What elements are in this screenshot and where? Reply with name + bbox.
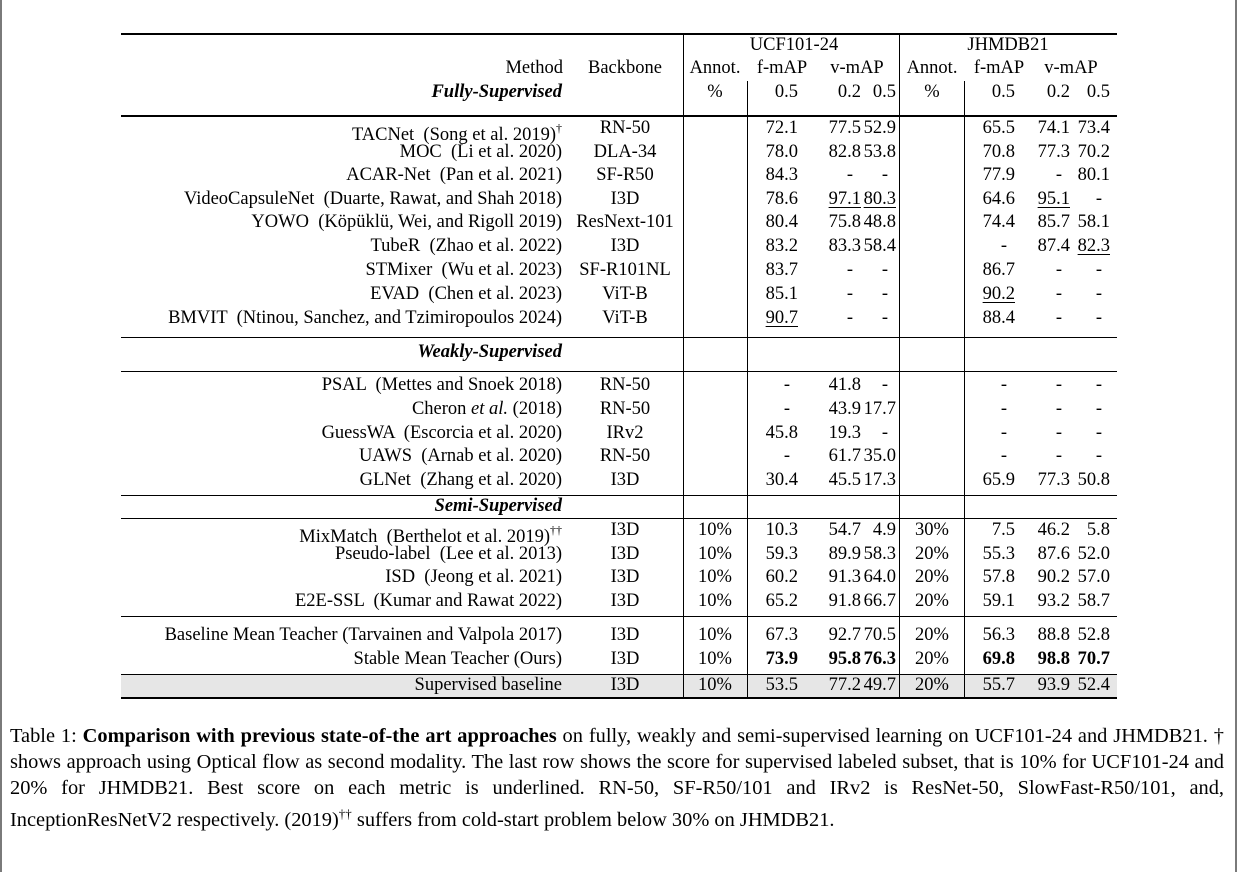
row-backbone: IRv2 [606, 423, 644, 443]
row-ucf-vmap-05: 70.5 [863, 625, 896, 645]
row-jhmdb-fmap: 7.5 [991, 520, 1015, 540]
row-jhmdb-vmap-05: 80.1 [1077, 165, 1110, 185]
row-ucf-vmap-02: 54.7 [828, 520, 861, 540]
row-ucf-vmap-02: 77.2 [828, 675, 861, 695]
row-ucf-fmap: 59.3 [765, 544, 798, 564]
weakly-rule [121, 371, 1117, 372]
row-method [400, 141, 562, 163]
row-ucf-vmap-05: - [881, 165, 888, 185]
row-jhmdb-fmap: 56.3 [982, 625, 1015, 645]
vline-jhmdb [899, 33, 900, 699]
row-jhmdb-fmap: 86.7 [982, 260, 1015, 280]
row-ucf-vmap-05: 76.3 [863, 649, 896, 669]
method-superscript: †† [550, 523, 562, 537]
row-method [322, 374, 562, 396]
row-jhmdb-vmap-02: - [1055, 165, 1062, 185]
row-jhmdb-vmap-02: 98.8 [1037, 649, 1070, 669]
row-jhmdb-vmap-05: 70.2 [1077, 142, 1110, 162]
header-ucf-pct: % [707, 82, 723, 102]
row-ucf-vmap-02: 97.1 [828, 189, 861, 209]
row-jhmdb-vmap-02: 77.3 [1037, 470, 1070, 490]
row-jhmdb-fmap: - [1000, 236, 1007, 256]
row-ucf-vmap-05: 58.4 [863, 236, 896, 256]
row-jhmdb-fmap: - [1000, 423, 1007, 443]
row-jhmdb-vmap-05: 52.0 [1077, 544, 1110, 564]
method-name: GuessWA (Escorcia et al. 2020) [321, 423, 562, 443]
row-backbone: ViT-B [602, 284, 648, 304]
row-ucf-fmap: 67.3 [765, 625, 798, 645]
row-ucf-vmap-02: 77.5 [828, 118, 861, 138]
caption-lead: Table 1: [10, 725, 83, 747]
row-ucf-fmap: 60.2 [765, 567, 798, 587]
row-ucf-annot: 10% [698, 649, 732, 669]
row-jhmdb-fmap: 65.5 [982, 118, 1015, 138]
row-ucf-fmap: 72.1 [765, 118, 798, 138]
row-jhmdb-fmap: - [1000, 375, 1007, 395]
row-ucf-vmap-05: 17.7 [863, 399, 896, 419]
row-ucf-vmap-05: 58.3 [863, 544, 896, 564]
method-name: STMixer (Wu et al. 2023) [365, 260, 562, 280]
row-backbone: I3D [610, 520, 640, 540]
header-backbone: Backbone [588, 58, 662, 78]
row-ucf-fmap: 30.4 [765, 470, 798, 490]
row-method [385, 566, 562, 588]
row-ucf-annot: 10% [698, 591, 732, 611]
row-jhmdb-vmap-02: 85.7 [1037, 212, 1070, 232]
method-name: E2E-SSL (Kumar and Rawat 2022) [295, 591, 562, 611]
row-backbone: I3D [610, 591, 640, 611]
row-ucf-fmap: - [783, 399, 790, 419]
row-ucf-vmap-05: - [881, 308, 888, 328]
row-ucf-fmap: 65.2 [765, 591, 798, 611]
row-jhmdb-vmap-02: 90.2 [1037, 567, 1070, 587]
row-jhmdb-vmap-02: - [1055, 446, 1062, 466]
row-jhmdb-vmap-02: 95.1 [1037, 189, 1070, 209]
row-jhmdb-vmap-05: 50.8 [1077, 470, 1110, 490]
row-jhmdb-fmap: 70.8 [982, 142, 1015, 162]
method-name: YOWO (Köpüklü, Wei, and Rigoll 2019) [251, 212, 562, 232]
row-ucf-annot: 10% [698, 625, 732, 645]
row-ucf-fmap: 73.9 [765, 649, 798, 669]
row-method [322, 422, 562, 444]
row-ucf-fmap: 85.1 [765, 284, 798, 304]
caption-title: Comparison with previous state-of-the art approaches [82, 725, 557, 747]
method-name: PSAL (Mettes and Snoek 2018) [321, 375, 562, 395]
row-jhmdb-vmap-05: 52.8 [1077, 625, 1110, 645]
row-ucf-annot: 10% [698, 675, 732, 695]
vline-ucf-annot [747, 81, 748, 699]
row-ucf-vmap-05: 66.7 [863, 591, 896, 611]
row-jhmdb-vmap-02: 93.2 [1037, 591, 1070, 611]
method-name: Pseudo-label (Lee et al. 2013) [334, 544, 562, 564]
row-jhmdb-vmap-05: - [1095, 308, 1102, 328]
row-jhmdb-vmap-02: 87.6 [1037, 544, 1070, 564]
method-name: TACNet (Song et al. 2019) [351, 125, 556, 145]
row-jhmdb-fmap: 88.4 [982, 308, 1015, 328]
method-name: EVAD (Chen et al. 2023) [370, 284, 562, 304]
header-ucf-annot: Annot. [689, 58, 741, 78]
row-ucf-vmap-02: 19.3 [828, 423, 861, 443]
row-ucf-vmap-02: 45.5 [828, 470, 861, 490]
row-ucf-vmap-02: - [846, 284, 853, 304]
method-name: ISD (Jeong et al. 2021) [385, 567, 562, 587]
row-method [359, 445, 562, 467]
header-jhmdb-annot: Annot. [906, 58, 958, 78]
header-dataset-ucf: UCF101-24 [749, 35, 839, 55]
row-jhmdb-fmap: - [1000, 446, 1007, 466]
row-ucf-vmap-02: - [846, 165, 853, 185]
row-jhmdb-annot: 30% [915, 520, 949, 540]
row-jhmdb-vmap-02: - [1055, 399, 1062, 419]
row-ucf-vmap-05: - [881, 423, 888, 443]
row-ucf-vmap-05: - [881, 375, 888, 395]
row-jhmdb-vmap-05: 82.3 [1077, 236, 1110, 256]
row-ucf-fmap: 83.2 [765, 236, 798, 256]
row-jhmdb-annot: 20% [915, 675, 949, 695]
section-weakly-supervised: Weakly-Supervised [417, 342, 562, 362]
row-jhmdb-fmap: 65.9 [982, 470, 1015, 490]
row-ucf-vmap-02: 91.3 [828, 567, 861, 587]
row-ucf-vmap-05: 49.7 [863, 675, 896, 695]
row-jhmdb-fmap: - [1000, 399, 1007, 419]
row-jhmdb-annot: 20% [915, 544, 949, 564]
row-method [165, 624, 562, 646]
row-jhmdb-fmap: 57.8 [982, 567, 1015, 587]
header-ucf-f05: 0.5 [774, 82, 798, 102]
method-name: TubeR (Zhao et al. 2022) [370, 236, 562, 256]
row-jhmdb-vmap-05: 57.0 [1077, 567, 1110, 587]
row-jhmdb-fmap: 77.9 [982, 165, 1015, 185]
row-jhmdb-fmap: 55.3 [982, 544, 1015, 564]
row-ucf-vmap-02: 83.3 [828, 236, 861, 256]
row-jhmdb-vmap-05: 58.7 [1077, 591, 1110, 611]
header-method: Method [505, 58, 563, 78]
row-jhmdb-vmap-05: - [1095, 399, 1102, 419]
row-jhmdb-fmap: 90.2 [982, 284, 1015, 304]
page-border-left [0, 0, 2, 872]
row-ucf-fmap: 78.6 [765, 189, 798, 209]
method-name: BMVIT (Ntinou, Sanchez, and Tzimiropoulos 2024) [168, 308, 562, 328]
row-ucf-fmap: 78.0 [765, 142, 798, 162]
row-jhmdb-vmap-02: 87.4 [1037, 236, 1070, 256]
header-jhmdb-f05: 0.5 [991, 82, 1015, 102]
row-ucf-fmap: 90.7 [765, 308, 798, 328]
header-jhmdb-v05: 0.5 [1086, 82, 1110, 102]
row-jhmdb-vmap-05: - [1095, 189, 1102, 209]
method-name: MixMatch (Berthelot et al. 2019) [299, 527, 550, 547]
table-caption [10, 723, 1224, 833]
row-jhmdb-vmap-02: 46.2 [1037, 520, 1070, 540]
row-jhmdb-fmap: 74.4 [982, 212, 1015, 232]
row-ucf-fmap: 10.3 [765, 520, 798, 540]
row-jhmdb-vmap-02: - [1055, 284, 1062, 304]
row-jhmdb-vmap-05: 70.7 [1077, 649, 1110, 669]
row-jhmdb-vmap-02: - [1055, 375, 1062, 395]
row-jhmdb-fmap: 59.1 [982, 591, 1015, 611]
row-ucf-vmap-02: 95.8 [828, 649, 861, 669]
row-method [168, 307, 562, 329]
method-name: VideoCapsuleNet (Duarte, Rawat, and Shah 2018) [183, 189, 562, 209]
row-ucf-vmap-02: 92.7 [828, 625, 861, 645]
row-ucf-annot: 10% [698, 544, 732, 564]
row-ucf-vmap-02: 61.7 [828, 446, 861, 466]
row-backbone: RN-50 [599, 446, 651, 466]
row-method [412, 398, 562, 420]
row-method [335, 543, 562, 565]
row-jhmdb-vmap-05: - [1095, 260, 1102, 280]
row-ucf-vmap-05: - [881, 284, 888, 304]
row-backbone: SF-R50 [596, 165, 654, 185]
row-backbone: ResNext-101 [576, 212, 674, 232]
row-method [370, 283, 562, 305]
caption-tail: suffers from cold-start problem below 30% on JHMDB21. [351, 809, 835, 831]
header-jhmdb-vmap: v-mAP [1044, 58, 1098, 78]
method-etal: et al. [471, 399, 509, 419]
row-ucf-vmap-02: 89.9 [828, 544, 861, 564]
row-ucf-fmap: 83.7 [765, 260, 798, 280]
row-ucf-vmap-02: 91.8 [828, 591, 861, 611]
row-ucf-vmap-05: 17.3 [863, 470, 896, 490]
row-jhmdb-vmap-05: 73.4 [1077, 118, 1110, 138]
row-jhmdb-vmap-05: - [1095, 446, 1102, 466]
row-jhmdb-vmap-02: 74.1 [1037, 118, 1070, 138]
row-jhmdb-vmap-05: 5.8 [1086, 520, 1110, 540]
row-ucf-vmap-05: 48.8 [863, 212, 896, 232]
row-ucf-fmap: 84.3 [765, 165, 798, 185]
row-method [354, 648, 562, 670]
row-jhmdb-vmap-02: 88.8 [1037, 625, 1070, 645]
caption-sup: †† [338, 806, 352, 821]
row-jhmdb-annot: 20% [915, 625, 949, 645]
section-fully-supervised: Fully-Supervised [431, 82, 562, 102]
row-ucf-vmap-02: 75.8 [828, 212, 861, 232]
row-ucf-vmap-05: 64.0 [863, 567, 896, 587]
row-ucf-vmap-05: 80.3 [863, 189, 896, 209]
header-ucf-v05: 0.5 [872, 82, 896, 102]
row-method [346, 164, 562, 186]
row-method [251, 211, 562, 233]
row-ucf-vmap-05: - [881, 260, 888, 280]
row-jhmdb-vmap-02: - [1055, 260, 1062, 280]
row-ucf-vmap-02: 82.8 [828, 142, 861, 162]
row-ucf-vmap-02: - [846, 260, 853, 280]
row-jhmdb-vmap-05: - [1095, 375, 1102, 395]
bottom-rule [121, 697, 1117, 699]
row-method [365, 259, 562, 281]
row-ucf-fmap: 45.8 [765, 423, 798, 443]
header-ucf-vmap: v-mAP [830, 58, 884, 78]
row-ucf-vmap-02: 41.8 [828, 375, 861, 395]
row-jhmdb-vmap-05: 58.1 [1077, 212, 1110, 232]
row-backbone: RN-50 [599, 375, 651, 395]
row-ucf-annot: 10% [698, 520, 732, 540]
row-backbone: I3D [610, 567, 640, 587]
row-ucf-vmap-05: 35.0 [863, 446, 896, 466]
row-jhmdb-annot: 20% [915, 591, 949, 611]
method-name: Stable Mean Teacher (Ours) [353, 649, 562, 669]
row-ucf-vmap-05: 4.9 [872, 520, 896, 540]
row-ucf-fmap: 53.5 [765, 675, 798, 695]
method-year: (2018) [508, 399, 562, 419]
method-name: GLNet (Zhang et al. 2020) [359, 470, 562, 490]
row-method [371, 235, 563, 257]
row-ucf-vmap-02: 43.9 [828, 399, 861, 419]
results-table [121, 33, 1117, 699]
header-jhmdb-pct: % [924, 82, 940, 102]
row-ucf-fmap: 80.4 [765, 212, 798, 232]
method-name: Baseline Mean Teacher (Tarvainen and Valpola 2017) [164, 625, 562, 645]
header-ucf-fmap: f-mAP [756, 58, 808, 78]
header-dataset-jhmdb: JHMDB21 [967, 35, 1049, 55]
row-backbone: I3D [610, 649, 640, 669]
semi-mid-rule [121, 616, 1117, 617]
header-ucf-v02: 0.2 [837, 82, 861, 102]
fully-weakly-rule [121, 337, 1117, 338]
row-backbone: I3D [610, 544, 640, 564]
row-backbone: RN-50 [599, 399, 651, 419]
method-name: Supervised baseline [414, 675, 562, 695]
row-backbone: SF-R101NL [579, 260, 671, 280]
row-jhmdb-vmap-05: 52.4 [1077, 675, 1110, 695]
row-ucf-fmap: - [783, 375, 790, 395]
method-name: UAWS (Arnab et al. 2020) [359, 446, 562, 466]
row-backbone: I3D [610, 189, 640, 209]
row-ucf-vmap-05: 53.8 [863, 142, 896, 162]
row-jhmdb-fmap: 69.8 [982, 649, 1015, 669]
caption-body: on fully, weakly and semi-supervised learning on UCF101-24 and JHMDB21. † shows approach using Optical flow as second modality. The last row shows the score for supervised labeled subset, that is 10% for UCF101-24 and 20% for JHMDB21. Best score on each metric is underlined. RN-50, SF-R50/101 and IRv2 is ResNet-50, SlowFast-R50/101, and, InceptionResNetV2 respectively. (2019) [10, 725, 1224, 831]
row-backbone: I3D [610, 470, 640, 490]
row-jhmdb-vmap-02: - [1055, 423, 1062, 443]
method-superscript: † [556, 121, 562, 135]
row-jhmdb-vmap-02: - [1055, 308, 1062, 328]
header-jhmdb-v02: 0.2 [1046, 82, 1070, 102]
vline-jhmdb-annot [964, 81, 965, 699]
row-backbone: I3D [610, 625, 640, 645]
row-ucf-fmap: - [783, 446, 790, 466]
header-jhmdb-fmap: f-mAP [973, 58, 1025, 78]
row-jhmdb-annot: 20% [915, 567, 949, 587]
row-method [360, 469, 562, 491]
row-backbone: DLA-34 [593, 142, 657, 162]
row-jhmdb-vmap-05: - [1095, 423, 1102, 443]
method-name: Cheron [411, 399, 472, 419]
row-backbone: RN-50 [599, 118, 651, 138]
row-jhmdb-vmap-02: 93.9 [1037, 675, 1070, 695]
method-name: MOC (Li et al. 2020) [399, 142, 562, 162]
row-method [415, 674, 562, 696]
method-name: ACAR-Net (Pan et al. 2021) [346, 165, 562, 185]
row-jhmdb-fmap: 55.7 [982, 675, 1015, 695]
row-ucf-vmap-05: 52.9 [863, 118, 896, 138]
row-method [295, 590, 562, 612]
row-jhmdb-vmap-02: 77.3 [1037, 142, 1070, 162]
section-semi-supervised: Semi-Supervised [434, 496, 562, 516]
row-jhmdb-vmap-05: - [1095, 284, 1102, 304]
row-backbone: ViT-B [602, 308, 648, 328]
row-method [184, 188, 562, 210]
row-jhmdb-fmap: 64.6 [982, 189, 1015, 209]
row-ucf-vmap-02: - [846, 308, 853, 328]
row-jhmdb-annot: 20% [915, 649, 949, 669]
row-backbone: I3D [610, 236, 640, 256]
row-ucf-annot: 10% [698, 567, 732, 587]
row-backbone: I3D [610, 675, 640, 695]
